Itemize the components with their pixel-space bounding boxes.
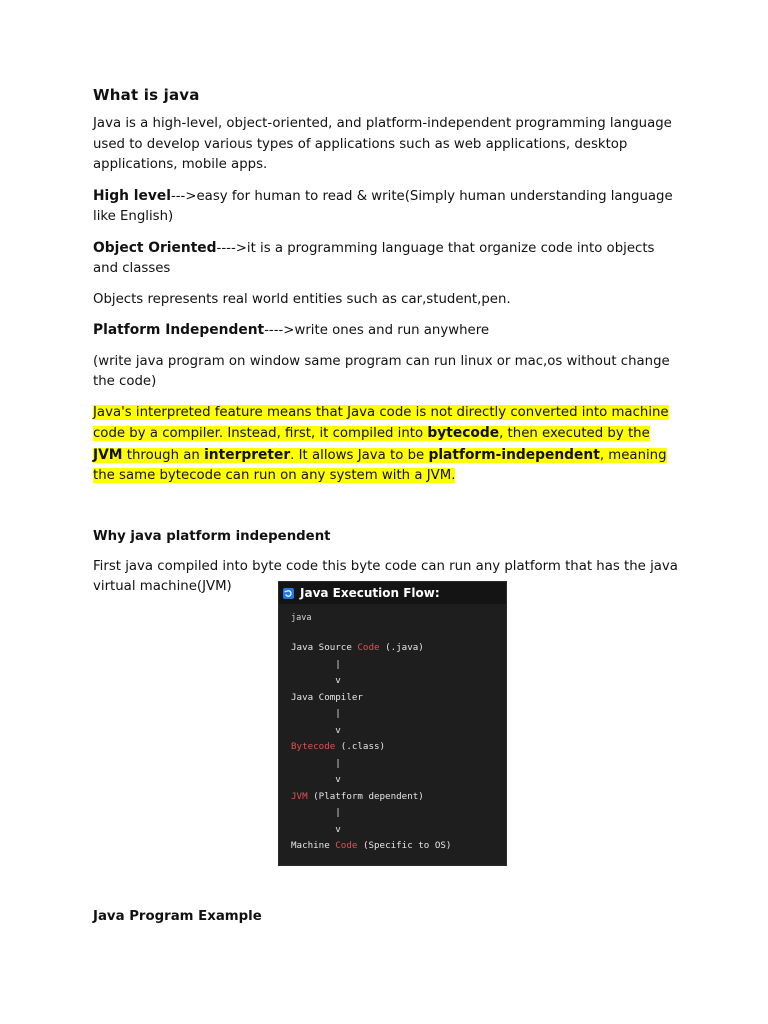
highlight-bold-interpreter: interpreter <box>204 446 291 463</box>
highlighted-paragraph <box>93 403 683 487</box>
platform-independent-paragraph <box>93 320 683 342</box>
code-line <box>291 706 451 723</box>
code-text: (Specific to OS) <box>357 840 452 851</box>
code-text: (.class) <box>335 741 386 752</box>
code-text: | <box>291 757 341 769</box>
code-text: | <box>291 658 341 670</box>
highlight-text-2: , then executed by the <box>499 426 650 441</box>
code-text: Java Source <box>291 642 358 653</box>
highlight-text-3: through an <box>122 447 205 463</box>
code-keyword: Bytecode <box>291 741 336 752</box>
code-line <box>291 805 451 822</box>
code-line <box>291 640 451 657</box>
object-oriented-term: Object Oriented <box>93 239 217 256</box>
code-keyword: Code <box>335 840 358 851</box>
code-text: Machine <box>291 840 336 851</box>
code-text: v <box>291 823 341 835</box>
code-line <box>291 756 451 773</box>
code-text: Java Compiler <box>291 691 363 703</box>
object-oriented-text: ---->it is a programming language that organize code into objects and classes <box>93 240 655 276</box>
code-line <box>291 822 451 839</box>
platform-independent-text: ---->write ones and run anywhere <box>264 323 490 338</box>
highlight-bold-jvm: JVM <box>93 446 123 463</box>
code-line <box>291 789 451 806</box>
code-keyword: Code <box>357 642 380 653</box>
code-line <box>291 723 451 740</box>
code-text: v <box>291 774 341 785</box>
figure-header-title: Java Execution Flow: <box>300 586 440 600</box>
document-body <box>93 86 683 598</box>
refresh-icon <box>283 588 294 599</box>
code-text: (Platform dependent) <box>307 790 424 802</box>
code-language-label: java <box>291 613 312 623</box>
high-level-paragraph <box>93 186 683 228</box>
highlight-text-5: , meaning the same bytecode can run on any system with a JVM. <box>93 447 667 483</box>
intro-paragraph: Java is a high-level, object-oriented, and platform-independent programming language used to develop various types of applications such as web applications, desktop applications, mobile apps. <box>93 116 672 172</box>
figure-header <box>279 582 506 604</box>
code-text: | <box>291 708 341 719</box>
code-text: v <box>291 675 341 686</box>
code-line <box>291 739 451 756</box>
code-line <box>291 673 451 690</box>
highlight-bold-platform-independent: platform-independent <box>428 446 600 463</box>
high-level-text: --->easy for human to read & write(Simply human understanding language like English) <box>93 188 673 224</box>
platform-independent-term: Platform Independent <box>93 322 265 338</box>
page-title: What is java <box>93 86 200 104</box>
code-line <box>291 772 451 789</box>
code-line <box>291 838 451 855</box>
highlight-text-1: Java's interpreted feature means that Java code is not directly converted into machine code by a compiler. Instead, first, it compiled into <box>93 404 669 441</box>
code-line <box>291 690 451 707</box>
code-text: v <box>291 724 341 736</box>
code-keyword: JVM <box>291 790 308 802</box>
highlight-text-4: . It allows Java to be <box>290 447 429 463</box>
code-text: | <box>291 807 341 818</box>
highlight-bold-bytecode: bytecode <box>427 425 500 441</box>
objects-paragraph: Objects represents real world entities such as car,student,pen. <box>93 291 511 307</box>
high-level-term: High level <box>93 187 171 204</box>
platform-note-paragraph: (write java program on window same program can run linux or mac,os without change the code) <box>93 353 670 389</box>
why-paragraph: First java compiled into byte code this byte code can run any platform that has the java virtual machine(JVM) <box>93 558 678 594</box>
flow-code-block <box>291 640 451 855</box>
code-line <box>291 657 451 674</box>
code-text: (.java) <box>379 642 424 653</box>
why-heading: Why java platform independent <box>93 528 331 544</box>
execution-flow-figure <box>278 581 507 866</box>
object-oriented-paragraph <box>93 238 683 280</box>
program-example-heading: Java Program Example <box>93 909 262 924</box>
